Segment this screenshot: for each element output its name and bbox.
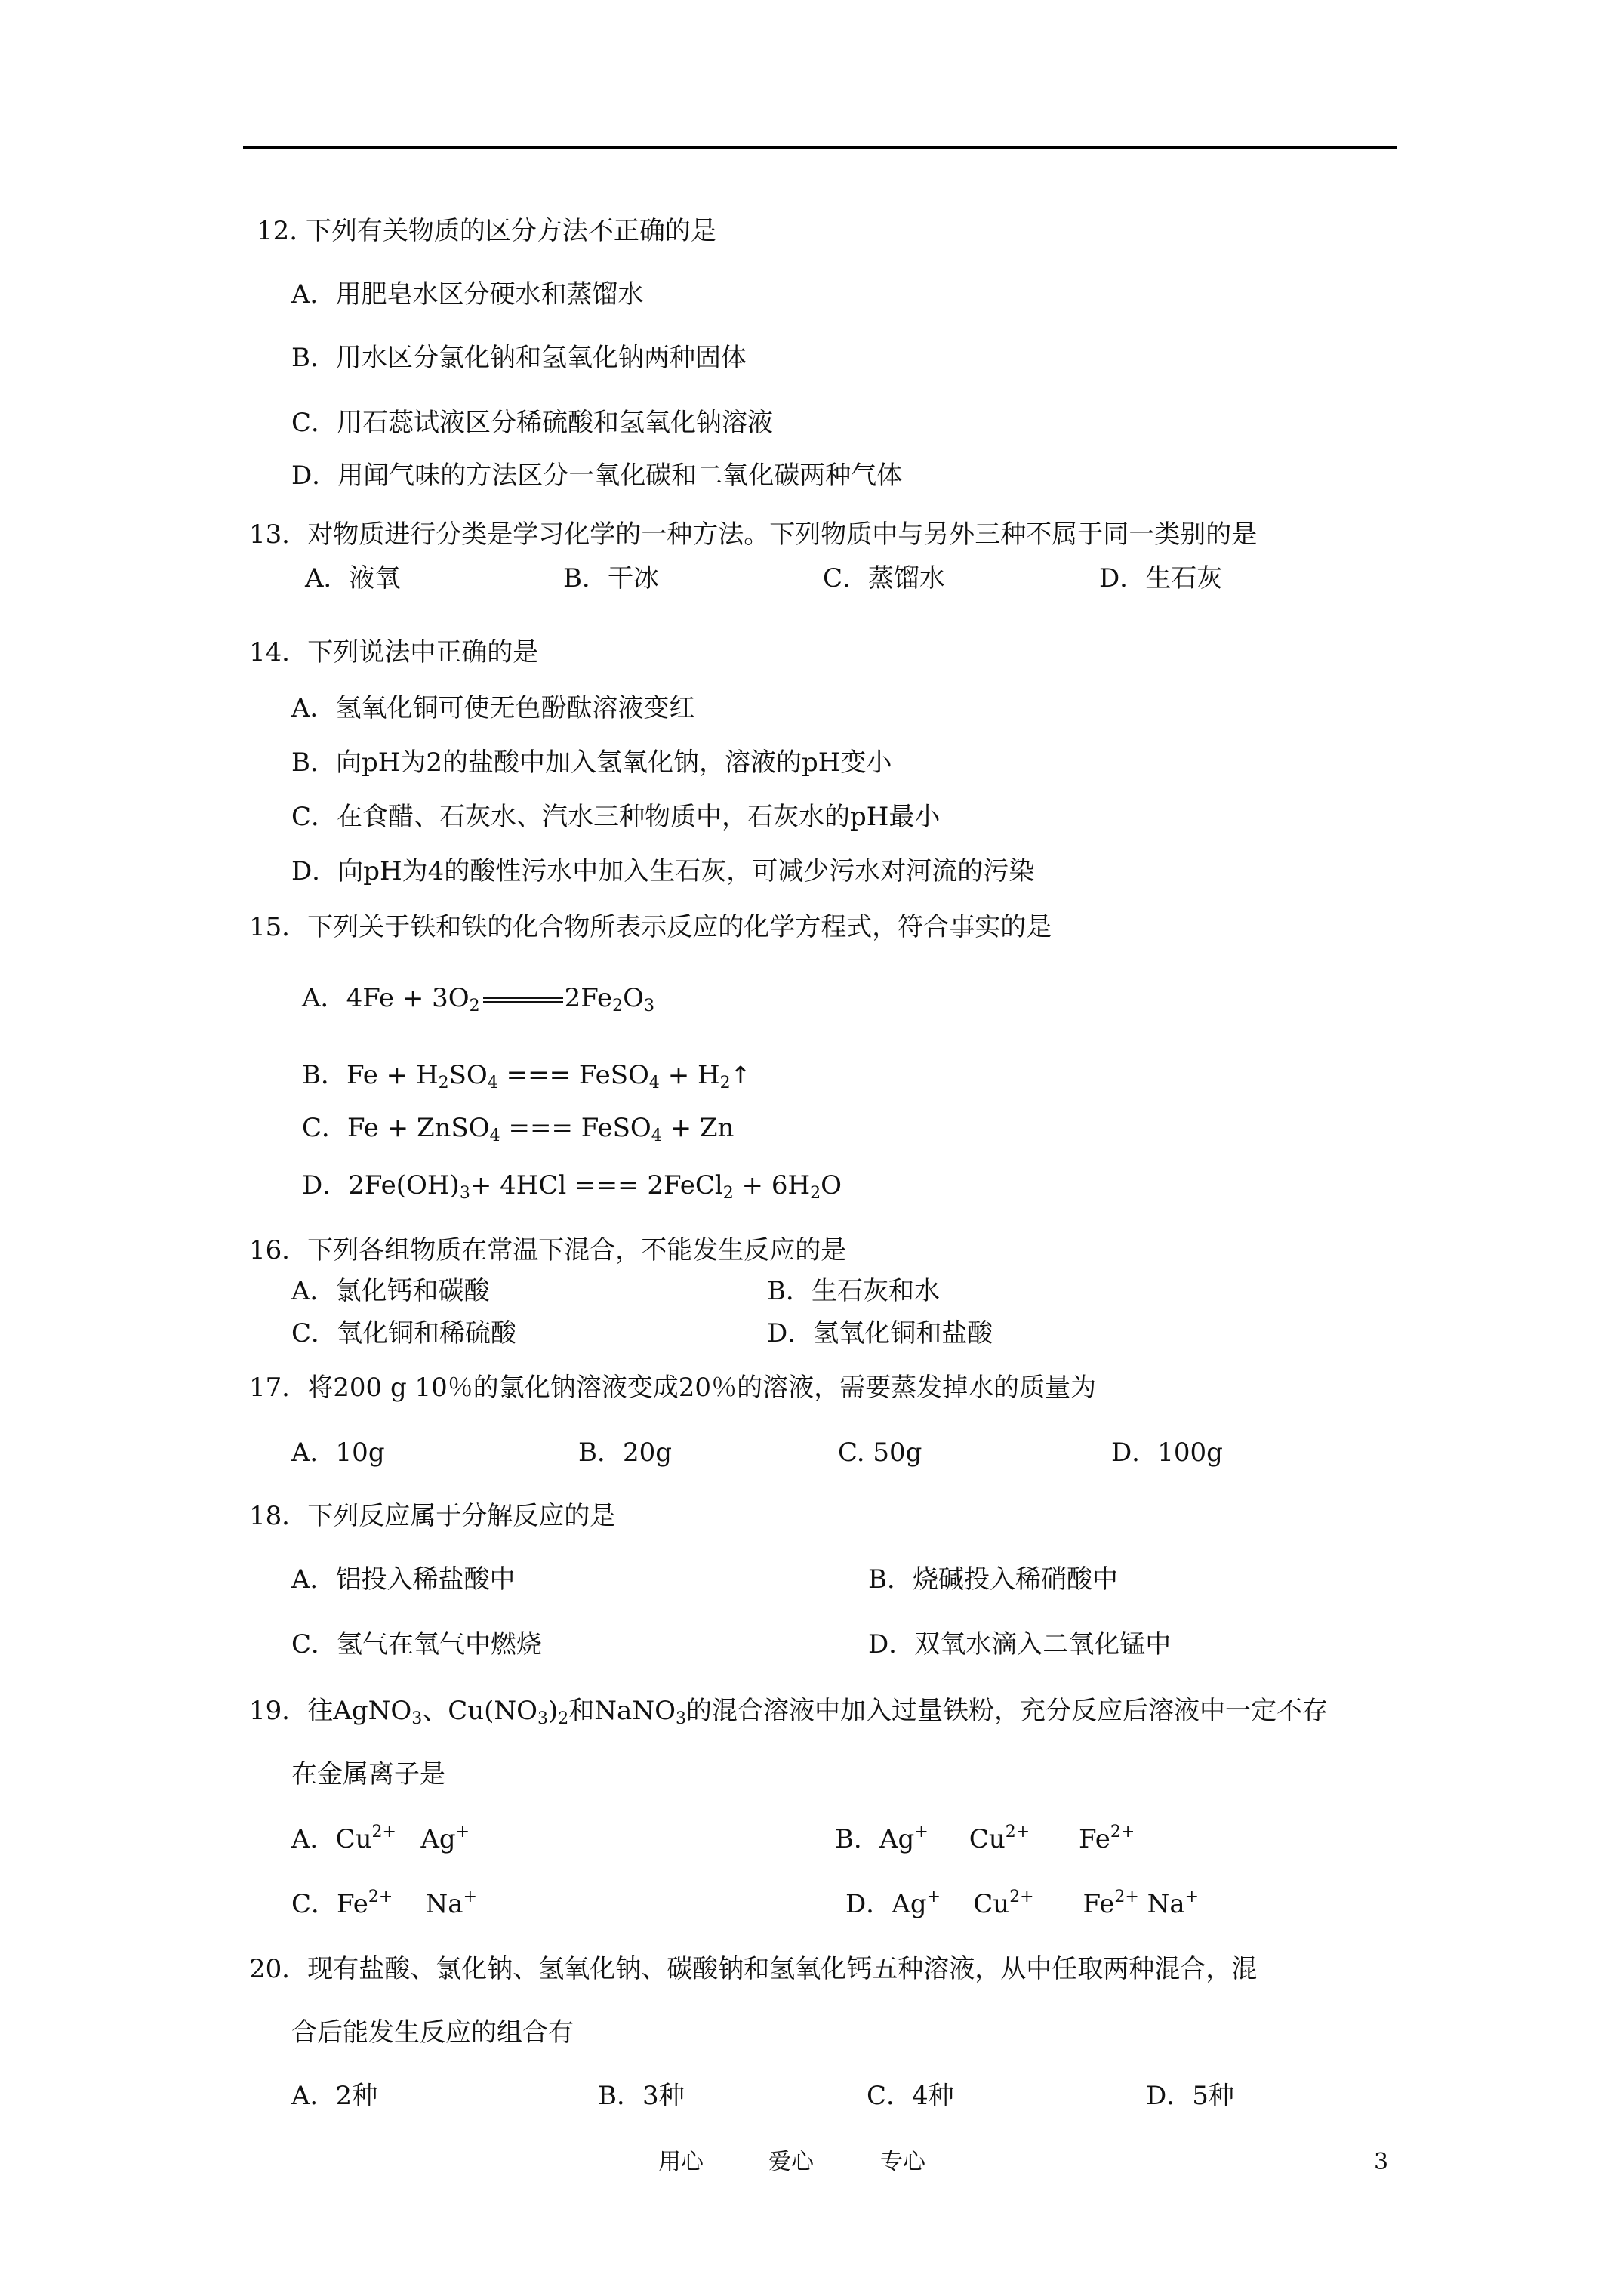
q18-option-d: D．双氧水滴入二氧化锰中 <box>868 1629 1172 1660</box>
q20-stem-line2: 合后能发生反应的组合有 <box>291 2017 574 2048</box>
q17-stem: 17．将200 g 10％的氯化钠溶液变成20％的溶液，需要蒸发掉水的质量为 <box>249 1373 1097 1403</box>
q19-option-b: B．Ag+ $Cu^{2+}$ $Fe^{2+}$ <box>835 1823 1135 1854</box>
q20-option-b: B．3种 <box>598 2081 685 2111</box>
q14-option-d: D．向pH为4的酸性污水中加入生石灰，可减少污水对河流的污染 <box>291 856 1035 886</box>
footer-motto-2: 爱心 <box>768 2149 814 2175</box>
q15-option-d-label: D． <box>302 1170 349 1200</box>
q12-option-d: D．用闻气味的方法区分一氧化碳和二氧化碳两种气体 <box>291 461 903 491</box>
q15-option-d: D．$2Fe(OH)_3+ 4HCl$ === 2FeCl$_2$ + $6H_2O$ <box>302 1170 842 1203</box>
page-number: 3 <box>1374 2149 1389 2175</box>
q16-option-d: D．氢氧化铜和盐酸 <box>767 1318 993 1348</box>
q20-option-d: D．5种 <box>1146 2081 1234 2111</box>
q19-option-b-label: B． <box>835 1824 879 1854</box>
footer-motto-1: 用心 <box>658 2149 704 2175</box>
q16-option-c: C．氧化铜和稀硫酸 <box>291 1318 517 1348</box>
q13-option-b: B．干冰 <box>563 563 659 593</box>
gas-up-arrow-icon: ↑ <box>730 1061 751 1089</box>
q14-option-c: C．在食醋、石灰水、汽水三种物质中，石灰水的pH最小 <box>291 802 941 832</box>
q12-option-b: B．用水区分氯化钠和氢氧化钠两种固体 <box>291 343 747 373</box>
q12-option-c: C．用石蕊试液区分稀硫酸和氢氧化钠溶液 <box>291 408 774 438</box>
q15-stem: 15．下列关于铁和铁的化合物所表示反应的化学方程式，符合事实的是 <box>249 912 1052 942</box>
q12-option-a: A．用肥皂水区分硬水和蒸馏水 <box>291 279 644 310</box>
q19-option-c: C．$Fe^{2+}$ Na+ <box>291 1888 478 1919</box>
q15-option-b: B．$Fe + H_2SO_4$ === FeSO$_4$ + $H_2↑$ <box>302 1060 751 1093</box>
q17-option-c: C. 50g <box>838 1438 922 1468</box>
q19-option-a: A．$Cu^{2+}$ Ag+ <box>291 1823 470 1854</box>
q19-option-d: D．Ag+ $Cu^{2+}$ $Fe^{2+}$ Na+ <box>845 1888 1200 1919</box>
q15-option-c: C．Fe + ZnSO$_4$ === FeSO$_4$ + Zn <box>302 1113 735 1145</box>
q18-option-a: A．铝投入稀盐酸中 <box>291 1564 516 1595</box>
q14-option-b: B．向pH为2的盐酸中加入氢氧化钠，溶液的pH变小 <box>291 747 892 778</box>
q15-option-c-label: C． <box>302 1113 348 1143</box>
q20-option-a: A．2种 <box>291 2081 378 2111</box>
q12-stem: 12. 下列有关物质的区分方法不正确的是 <box>257 216 716 246</box>
double-bond-equals <box>483 997 563 1003</box>
q19-stem-line2: 在金属离子是 <box>291 1759 445 1789</box>
q19-option-a-label: A． <box>291 1824 336 1854</box>
q19-option-c-label: C． <box>291 1889 337 1919</box>
q19-option-d-label: D． <box>845 1889 892 1919</box>
q13-stem: 13．对物质进行分类是学习化学的一种方法。下列物质中与另外三种不属于同一类别的是 <box>249 519 1258 550</box>
q15-option-a: A．$4Fe + 3O_2$ $2Fe_2O_3$ <box>302 983 655 1015</box>
q15-option-b-label: B． <box>302 1060 346 1090</box>
q14-stem: 14．下列说法中正确的是 <box>249 637 539 667</box>
q13-option-d: D．生石灰 <box>1099 563 1223 593</box>
q13-option-c: C．蒸馏水 <box>823 563 946 593</box>
q17-option-d: D．100g <box>1111 1438 1223 1468</box>
q18-option-c: C．氢气在氧气中燃烧 <box>291 1629 543 1660</box>
q16-option-b: B．生石灰和水 <box>767 1276 940 1306</box>
q16-option-a: A．氯化钙和碳酸 <box>291 1276 490 1306</box>
q20-stem-line1: 20．现有盐酸、氯化钠、氢氧化钠、碳酸钠和氢氧化钙五种溶液，从中任取两种混合，混 <box>249 1954 1258 1984</box>
q17-option-a: A．10g <box>291 1438 385 1468</box>
q19-stem-line1: 19．往AgNO$_3$、$Cu(NO_3)_2$和NaNO$_3$的混合溶液中加入过量铁粉，充分反应后溶液中一定不存 <box>249 1696 1328 1728</box>
q18-option-b: B．烧碱投入稀硝酸中 <box>868 1564 1118 1595</box>
header-rule <box>243 146 1397 149</box>
q13-option-a: A．液氧 <box>305 563 401 593</box>
q15-option-a-label: A． <box>302 983 346 1013</box>
q18-stem: 18．下列反应属于分解反应的是 <box>249 1501 616 1531</box>
q16-stem: 16．下列各组物质在常温下混合，不能发生反应的是 <box>249 1235 847 1265</box>
q17-option-b: B．20g <box>578 1438 673 1468</box>
q14-option-a: A．氢氧化铜可使无色酚酞溶液变红 <box>291 693 695 723</box>
q20-option-c: C．4种 <box>867 2081 954 2111</box>
footer-motto-3: 专心 <box>880 2149 925 2175</box>
